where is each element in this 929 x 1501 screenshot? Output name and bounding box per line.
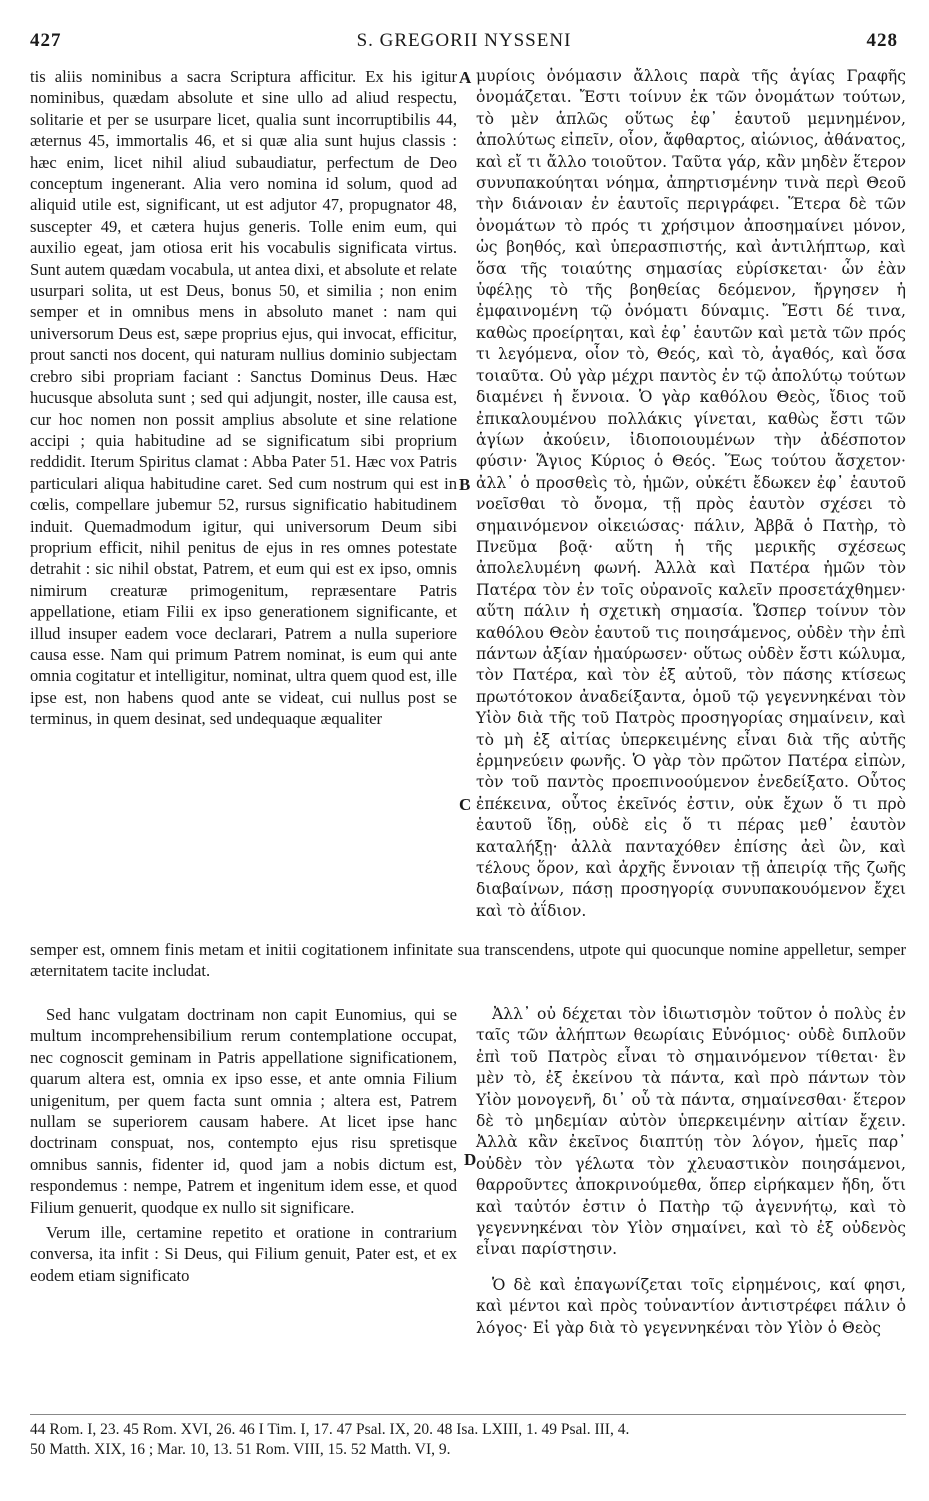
margin-marker-a: A xyxy=(459,68,472,87)
latin-full-width-continuation: semper est, omnem finis metam et initii cogitationem infinitate sua transcendens, utpote qui quocunque nomine appelletur, semper æternitatem tacite includat. xyxy=(30,940,906,981)
greek-paragraph-2: Ἀλλ᾽ οὐ δέχεται τὸν ἰδιωτισμὸν τοῦτον ὁ πολὺς ἐν ταῖς τῶν ἀλήπτων θεωρίαις Εὐνόμιος· οὐδὲ διπλοῦν ἐπὶ τοῦ Πατρὸς εἶναι τὸ σημαινόμενον τίθεται· ἓν μὲν τὸ, ἐξ ἐκείνου τὰ πάντα, καὶ πρὸ πάντων τὸν Υἱὸν μονογενῆ, δι᾽ οὗ τὰ πάντα, σημαίνεσθαι· ἕτερον δὲ τὸ μηδεμίαν αὐτὸν ὑπερκειμένην αἰτίαν ἔχειν. Ἀλλὰ κἂν ἐκεῖνος διαπτύῃ τὸν λόγον, ἡμεῖς παρ᾽ οὐδὲν τὸν γέλωτα τὸν χλευαστικὸν ποιησάμενοι, θαρροῦντες ἀποκρινούμεθα, ὅπερ εἰρήκαμεν ἤδη, ὅτι καὶ ταὐτόν ἐστιν ὁ Πατὴρ τῷ ἀγεννήτῳ, καὶ τὸ γεγεννηκέναι τὸν Υἱὸν σημαίνει, καὶ τὸ ἐξ οὐδενὸς εἶναι παρίστησιν. xyxy=(476,1005,906,1259)
margin-marker-c: C xyxy=(459,795,472,814)
latin-paragraph-3: Verum ille, certamine repetito et oratione in contrarium conversa, ita infit : Si Deus, qui Filium genuit, Pater est, et ex eodem etiam significato xyxy=(30,1223,457,1285)
footnotes xyxy=(30,1420,906,1460)
footnote-line-2: 50 Matth. XIX, 16 ; Mar. 10, 13. 51 Rom. VIII, 15. 52 Matth. VI, 9. xyxy=(30,1441,451,1458)
page-number-right: 428 xyxy=(866,30,898,51)
greek-paragraph-3: Ὁ δὲ καὶ ἐπαγωνίζεται τοῖς εἰρημένοις, καί φησι, καὶ μέντοι καὶ πρὸς τοὐναντίον ἀντιστρέφει πάλιν ὁ λόγος· Εἰ γὰρ διὰ τὸ γεγεννηκέναι τὸν Υἱὸν ὁ Θεὸς xyxy=(476,1275,906,1337)
margin-marker-b: B xyxy=(459,475,471,494)
greek-column-bottom xyxy=(476,1004,906,1339)
page-number-left: 427 xyxy=(30,30,62,51)
footnote-rule xyxy=(30,1414,906,1415)
margin-marker-d: D xyxy=(464,1150,477,1169)
latin-column-top xyxy=(30,66,457,730)
greek-paragraph-1: μυρίοις ὀνόμασιν ἄλλοις παρὰ τῆς ἁγίας Γραφῆς ὀνομάζεται. Ἔστι τοίνυν ἐκ τῶν ὀνομάτων τούτων, τὸ μὲν ἁπλῶς οὕτως ἐφ᾽ ἑαυτοῦ μεμνημένον, ἀπολύτως εἰπεῖν, οἷον, ἄφθαρτος, αἰώνιος, ἀθάνατος, καὶ εἴ τι ἄλλο τοιοῦτον. Ταῦτα γάρ, κἂν μηδὲν ἕτερον συνυπακούηται νόημα, ἀπηρτισμένην τινὰ περὶ Θεοῦ τὴν διάνοιαν ἐν ἑαυτοῖς περιγράφει. Ἕτερα δὲ τῶν ὀνομάτων τὸ πρός τι χρήσιμον ἀποσημαίνει μόνον, ὡς βοηθός, καὶ ὑπερασπιστής, καὶ ἀντιλήπτωρ, καὶ ὅσα τῆς τοιαύτης σημασίας εὑρίσκεται· ὧν ἐὰν ὑφέλῃς τὸ τῆς βοηθείας δεόμενον, ἤργησεν ἡ ἐμφαινομένη τῷ ὀνόματι δύναμις. Ἔστι δέ τινα, καθὼς προείρηται, καὶ ἐφ᾽ ἑαυτῶν καὶ μετὰ τῶν πρός τι λεγόμενα, οἷον τὸ, Θεός, καὶ τὸ, ἀγαθός, καὶ ὅσα τοιαῦτα. Οὐ γὰρ μέχρι παντὸς ἐν τῷ ἀπολύτῳ τούτων διαμένει ἡ ἔννοια. Ὁ γὰρ καθόλου Θεὸς, ἴδιος τοῦ ἐπικαλουμένου πολλάκις γίνεται, καθὼς ἔστι τῶν ἁγίων ἀκούειν, ἰδιοποιουμένων τὴν ἀδέσποτον φύσιν· Ἅγιος Κύριος ὁ Θεός. Ἕως τούτου ἄσχετον· ἀλλ᾽ ὁ προσθεὶς τὸ, ἡμῶν, οὐκέτι ἔδωκεν ἐφ᾽ ἑαυτοῦ νοεῖσθαι τὸ ὄνομα, τῇ πρὸς ἑαυτὸν σχέσει τὸ σημαινόμενον οἰκειώσας· πάλιν, Ἀββᾶ ὁ Πατὴρ, τὸ Πνεῦμα βοᾷ· αὕτη ἡ τῆς μερικῆς σχέσεως ἀπολελυμένη φωνή. Ἀλλὰ καὶ Πατέρα ἡμῶν τὸν Πατέρα τὸν ἐν τοῖς οὐρανοῖς καλεῖν προσετάχθημεν· αὕτη πάλιν ἡ σχετικὴ σημασία. Ὥσπερ τοίνυν τὸν καθόλου Θεὸν ἑαυτοῦ τις ποιησάμενος, οὐδὲν τὴν ἐπὶ πάντων ἀξίαν ἠμαύρωσεν· οὕτως οὐδὲν ἔστι κώλυμα, τὸν Πατέρα, καὶ τὸν ἐξ αὐτοῦ, τὸν πάσης κτίσεως πρωτότοκον ἀναδείξαντα, ὁμοῦ τῷ γεγεννηκέναι τὸν Υἱὸν διὰ τῆς τοῦ Πατρὸς προσηγορίας σημαίνειν, καὶ τὸ μὴ ἐξ αἰτίας ὑπερκειμένης εἶναι διὰ τῆς αὐτῆς ἑρμηνεύειν φωνῆς. Ὁ γὰρ τὸν πρῶτον Πατέρα εἰπὼν, τὸν τοῦ παντὸς προεπινοούμενον ἐνεδείξατο. Οὗτος ἐπέκεινα, οὗτος ἐκεῖνός ἐστιν, οὐκ ἔχων ὅ τι πρὸ ἑαυτοῦ ἴδῃ, οὐδὲ εἰς ὅ τι πέρας μεθ᾽ ἑαυτὸν καταλήξῃ· ἀλλὰ πανταχόθεν ἐπίσης ἀεὶ ὢν, καὶ τέλους ὅρον, καὶ ἀρχῆς ἔννοιαν τῇ ἀπειρίᾳ τῆς ζωῆς διαβαίνων, πάσῃ προσηγορίᾳ συνυπακουόμενον ἔχει καὶ τὸ ἀΐδιον. xyxy=(476,67,906,920)
page-header xyxy=(30,30,898,58)
greek-column-top xyxy=(476,66,906,922)
footnote-line-1: 44 Rom. I, 23. 45 Rom. XVI, 26. 46 I Tim. I, 17. 47 Psal. IX, 20. 48 Isa. LXIII, 1. 49 Psal. III, 4. xyxy=(30,1421,630,1438)
running-title: S. GREGORII NYSSENI xyxy=(356,30,572,51)
latin-paragraph-2: Sed hanc vulgatam doctrinam non capit Eunomius, qui se multum incomprehensibilium rerum contemplatione occupat, nec cognoscit geminam in Patris appellatione significationem, quarum altera est, omnia ex ipso esse, et ante omnia Filium unigenitum, per quem facta sunt omnia ; altera est, Patrem nullam se superiorem causam habere. At licet ipse hanc doctrinam conspuat, nos, contempto ejus risu spretisque omnibus sannis, fidenter id, quod jam a nobis dictum est, respondemus : nempe, Patrem et ingenitum idem esse, et quod Filium genuerit, quodque ex nullo sit significare. xyxy=(30,1005,457,1217)
latin-paragraph-1: tis aliis nominibus a sacra Scriptura afficitur. Ex his igitur nominibus, quædam absolute et sine ullo ad aliud respectu, solitarie et per se usurpare licet, qualia sunt incorruptibilis 44, æternus 45, immortalis 46, et si quæ alia sunt hujus classis : hæc enim, licet nihil aliud subaudiatur, perfectum de Deo conceptum ingenerant. Alia vero nomina id solum, quod ad aliquid utile est, significant, ut est adjutor 47, propugnator 48, suscepter 49, et cætera hujus generis. Tolle enim eum, qui auxilio egeat, jam otiosa erit his vocabulis significata virtus. Sunt autem quædam vocabula, ut antea dixi, et absolute et relate usurpari solita, ut est Deus, bonus 50, et similia ; non enim semper et in omnibus mens in absoluto manet : nam qui universorum Deus est, sæpe proprius ejus, qui invocat, efficitur, prout sancti nos docent, qui naturam nullius dominio subjectam crebro sibi propriam faciant : Sanctus Dominus Deus. Hæc hucusque absoluta sunt ; sed qui adjungit, noster, ille causa est, cur hoc nomen non possit amplius absolute et sine relatione accipi ; quia habitudine ad se significatum sibi proprium reddidit. Iterum Spiritus clamat : Abba Pater 51. Hæc vox Patris particulari aliqua habitudine caret. Sed cum nostrum qui est in cœlis, compellare jubemur 52, rursus significatio habitudinem induit. Quemadmodum igitur, qui universorum Deum sibi proprium efficit, nihil penitus de ejus in res omnes potestate detrahit : sic nihil obstat, Patrem, et eum qui est ex ipso, omnis nimirum creaturæ primogenitum, repræsentare Patris appellatione, etiam Filii ex ipso generationem significante, et illud insuper eadem voce declarari, Patrem a nulla superiore causa esse. Nam qui primum Patrem nominat, is eum qui ante omnia cogitatur et intelligitur, nominat, ultra quem quod est, ille ipse est, non habens quod ante se videat, cui nullus post se terminus, in quem desinat, sed undequaque æqualiter xyxy=(30,67,457,729)
latin-column-bottom xyxy=(30,1004,457,1286)
